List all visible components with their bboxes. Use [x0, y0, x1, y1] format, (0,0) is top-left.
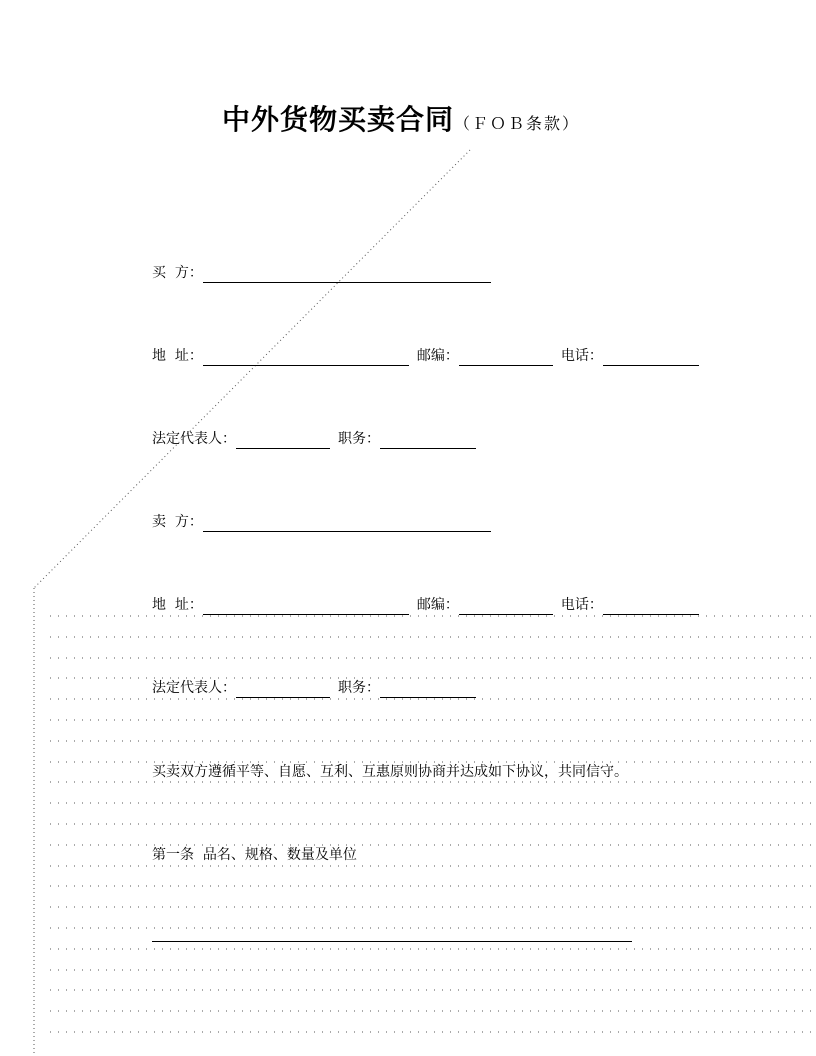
- seller-phone-label: 电话：: [560, 597, 603, 613]
- document-title: [222, 98, 580, 138]
- seller-phone-field[interactable]: [603, 598, 699, 615]
- seller-name-field[interactable]: [203, 515, 491, 532]
- seller-position-field[interactable]: [380, 681, 476, 698]
- buyer-address-label: 地 址：: [152, 348, 203, 364]
- buyer-rep-field[interactable]: [236, 432, 330, 449]
- seller-address-label: 地 址：: [152, 597, 203, 613]
- seller-address-row: [152, 595, 699, 615]
- buyer-rep-row: [152, 429, 476, 449]
- article-1-heading: 第一条 品名、规格、数量及单位: [152, 847, 357, 863]
- buyer-rep-label: 法定代表人：: [152, 431, 236, 447]
- buyer-row: [152, 263, 491, 283]
- buyer-phone-field[interactable]: [603, 349, 699, 366]
- agreement-paragraph: 买卖双方遵循平等、自愿、互利、互惠原则协商并达成如下协议，共同信守。: [152, 764, 628, 780]
- buyer-postcode-field[interactable]: [459, 349, 553, 366]
- buyer-phone-label: 电话：: [560, 348, 603, 364]
- seller-rep-field[interactable]: [236, 681, 330, 698]
- title-subtitle: （ＦＯＢ条款）: [454, 114, 581, 133]
- article-1-blank-line[interactable]: [152, 941, 632, 942]
- seller-rep-label: 法定代表人：: [152, 680, 236, 696]
- title-main: 中外货物买卖合同: [222, 103, 455, 136]
- seller-rep-row: [152, 678, 476, 698]
- buyer-postcode-label: 邮编：: [416, 348, 459, 364]
- seller-label: 卖 方：: [152, 514, 203, 530]
- buyer-address-field[interactable]: [203, 349, 409, 366]
- seller-postcode-label: 邮编：: [416, 597, 459, 613]
- seller-address-field[interactable]: [203, 598, 409, 615]
- buyer-label: 买 方：: [152, 265, 203, 281]
- seller-position-label: 职务：: [338, 680, 380, 696]
- seller-row: [152, 512, 491, 532]
- buyer-name-field[interactable]: [203, 266, 491, 283]
- seller-postcode-field[interactable]: [459, 598, 553, 615]
- buyer-address-row: [152, 346, 699, 366]
- buyer-position-label: 职务：: [338, 431, 380, 447]
- buyer-position-field[interactable]: [380, 432, 476, 449]
